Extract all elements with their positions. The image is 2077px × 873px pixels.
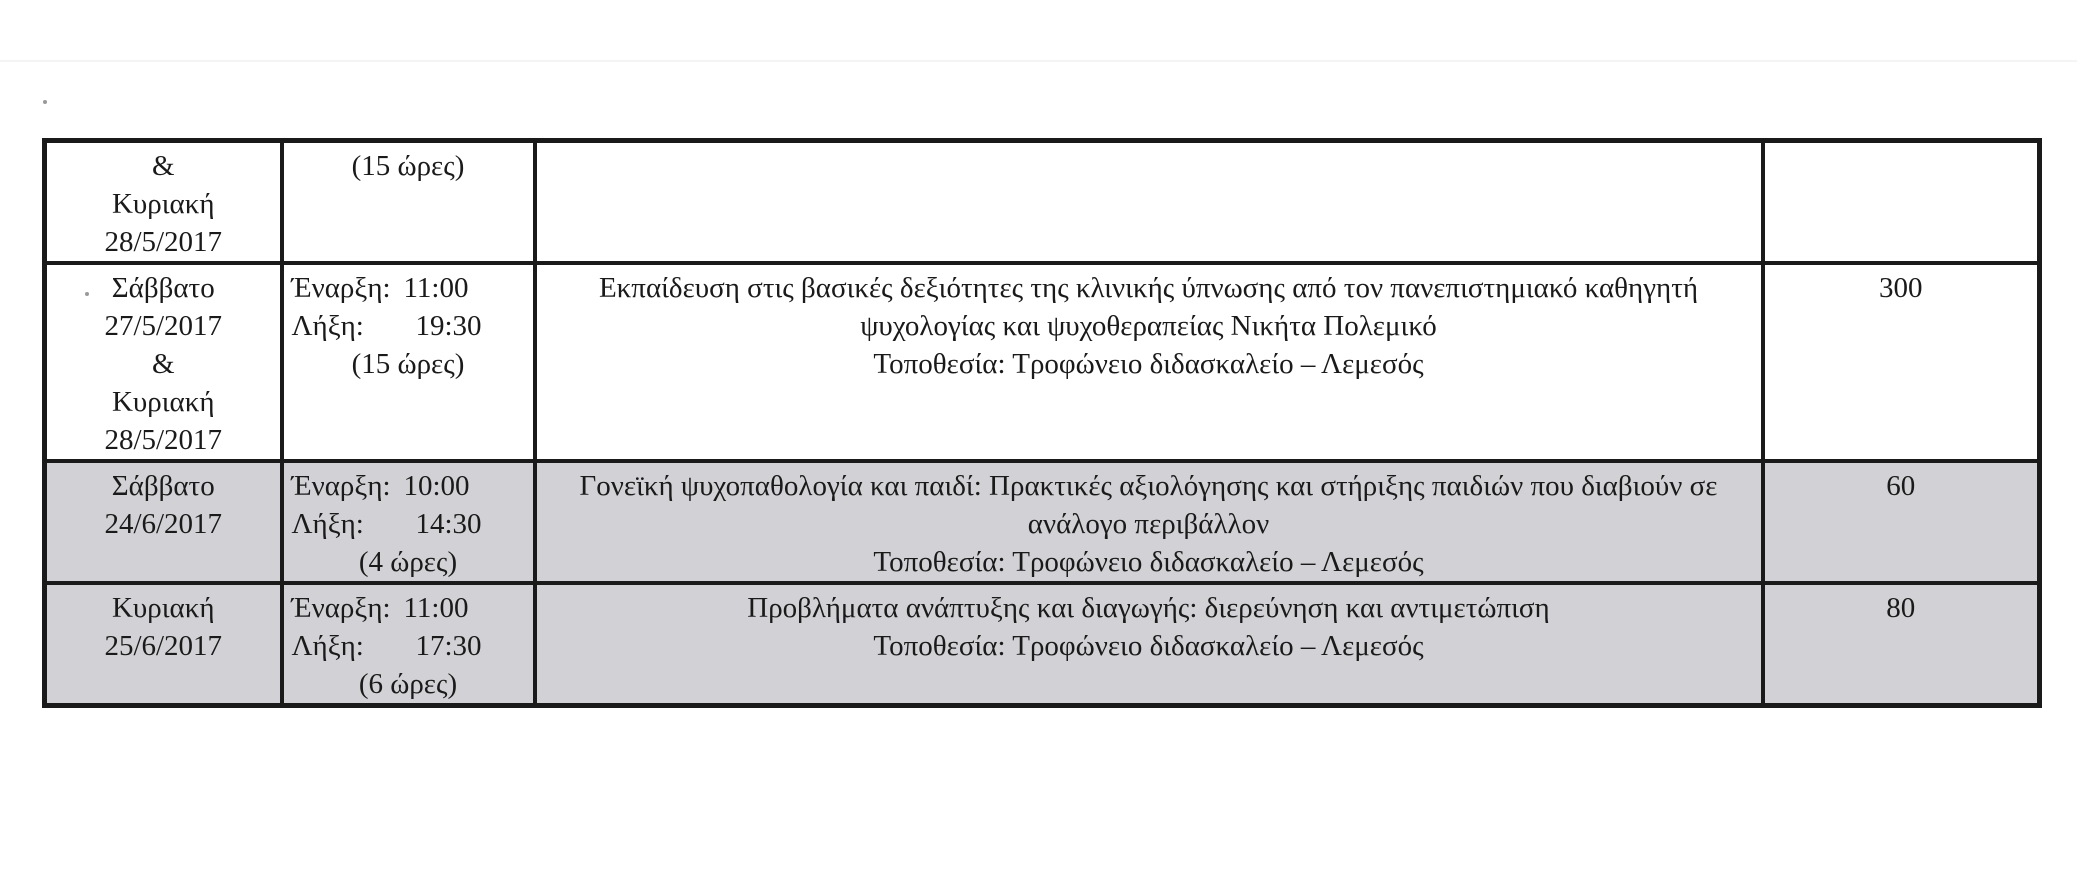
start-label: Έναρξη: (291, 470, 391, 502)
start-value: 11:00 (403, 592, 469, 624)
time-cell (282, 461, 535, 583)
start-time (292, 467, 525, 505)
hours-value: 80 (1886, 592, 1916, 624)
scan-edge (0, 60, 2077, 62)
start-value: 11:00 (403, 272, 469, 304)
end-value: 17:30 (415, 630, 482, 662)
date-line: 27/5/2017 (104, 310, 223, 342)
time-cell (282, 141, 535, 264)
end-time (292, 627, 525, 665)
date-line: 28/5/2017 (104, 226, 223, 258)
date-line: Σάββατο (111, 470, 215, 502)
session-location: Τοποθεσία: Τροφώνειο διδασκαλείο – Λεμεσός (873, 630, 1424, 662)
date-line: & (151, 348, 175, 380)
start-value: 10:00 (403, 470, 470, 502)
table-row (45, 583, 2040, 706)
end-time (292, 307, 525, 345)
seminar-schedule-table (42, 138, 2042, 708)
description-cell (535, 263, 1763, 461)
end-value: 19:30 (415, 310, 482, 342)
start-time (292, 589, 525, 627)
start-label: Έναρξη: (291, 592, 391, 624)
hours-value: 60 (1886, 470, 1916, 502)
date-cell (45, 583, 282, 706)
hours-cell (1763, 583, 2040, 706)
time-cell (282, 583, 535, 706)
duration-text: (15 ώρες) (351, 150, 465, 182)
session-location: Τοποθεσία: Τροφώνειο διδασκαλείο – Λεμεσός (873, 348, 1424, 380)
date-cell (45, 141, 282, 264)
date-cell (45, 263, 282, 461)
start-label: Έναρξη: (291, 272, 391, 304)
date-line: Κυριακή (111, 592, 215, 624)
duration-text: (4 ώρες) (358, 546, 458, 578)
table-row (45, 141, 2040, 264)
date-line: 28/5/2017 (104, 424, 223, 456)
session-title: Γονεϊκή ψυχοπαθολογία και παιδί: Πρακτικές αξιολόγησης και στήριξης παιδιών που διαβιούν σε ανάλογο περιβάλλον (579, 470, 1718, 540)
hours-value: 300 (1879, 272, 1923, 304)
start-time (292, 269, 525, 307)
end-time (292, 505, 525, 543)
description-cell (535, 461, 1763, 583)
end-value: 14:30 (415, 508, 482, 540)
scan-speck (43, 100, 47, 104)
description-cell (535, 583, 1763, 706)
date-cell (45, 461, 282, 583)
hours-cell (1763, 461, 2040, 583)
hours-cell (1763, 141, 2040, 264)
description-cell (535, 141, 1763, 264)
session-title: Προβλήματα ανάπτυξης και διαγωγής: διερεύνηση και αντιμετώπιση (747, 592, 1550, 624)
session-title: Εκπαίδευση στις βασικές δεξιότητες της κλινικής ύπνωσης από τον πανεπιστημιακό καθηγητή ψυχολογίας και ψυχοθεραπείας Νικήτα Πολεμικό (598, 272, 1699, 342)
hours-cell (1763, 263, 2040, 461)
end-label: Λήξη: (291, 310, 364, 342)
date-line: 24/6/2017 (104, 508, 223, 540)
date-line: Κυριακή (111, 188, 215, 220)
date-line: Κυριακή (111, 386, 215, 418)
date-line: & (151, 150, 175, 182)
table-row (45, 461, 2040, 583)
end-label: Λήξη: (291, 630, 364, 662)
duration-text: (15 ώρες) (351, 348, 465, 380)
date-line: Σάββατο (111, 272, 215, 304)
duration-text: (6 ώρες) (358, 668, 458, 700)
date-line: 25/6/2017 (104, 630, 223, 662)
end-label: Λήξη: (291, 508, 364, 540)
time-cell (282, 263, 535, 461)
table-row (45, 263, 2040, 461)
session-location: Τοποθεσία: Τροφώνειο διδασκαλείο – Λεμεσός (873, 546, 1424, 578)
